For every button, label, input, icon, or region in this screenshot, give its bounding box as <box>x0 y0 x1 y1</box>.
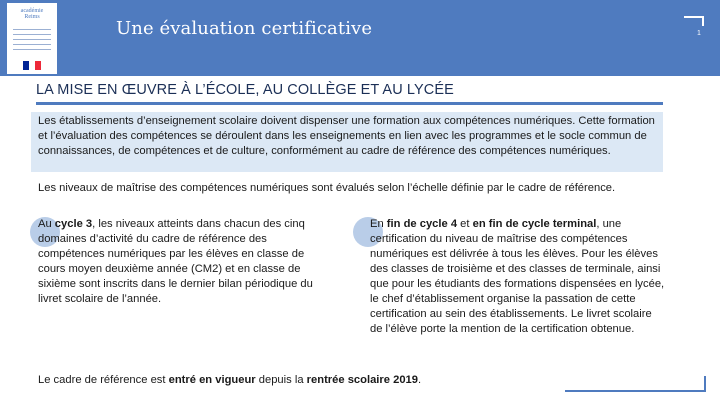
cycle-4-middle: et <box>457 218 473 230</box>
footer-prefix: Le cadre de référence est <box>38 374 169 386</box>
academie-logo <box>7 3 57 74</box>
footer-suffix: . <box>418 374 422 386</box>
cycle-3-bold: cycle 3 <box>54 218 93 230</box>
footer-bold-2: rentrée scolaire 2019 <box>306 374 418 386</box>
cycle-4-prefix: En <box>370 218 387 230</box>
footer-bold-1: entré en vigueur <box>168 374 256 386</box>
levels-paragraph: Les niveaux de maîtrise des compétences numériques sont évalués selon l’échelle définie par le cadre de référence. <box>38 182 616 194</box>
cycle-3-rest: , les niveaux atteints dans chacun des cinq domaines d’activité du cadre de référence des compétences numériques par les élèves en classe de cours moyen deuxième année (CM2) et en classe de sixième sont inscrits dans le dernier bilan périodique du livret scolaire de l’année. <box>38 218 313 305</box>
cycle-terminal-bold: en fin de cycle terminal <box>472 218 597 230</box>
french-flag-icon <box>23 61 41 70</box>
intro-paragraph: Les établissements d’enseignement scolaire doivent dispenser une formation aux compétences numériques. Cette formation et l’évaluation des compétences se déroulent dans les enseignements en lien avec les programmes et le socle commun de connaissances, de compétences et de culture, conformément au cadre de référence des compétences numériques. <box>38 115 655 157</box>
logo-decoration <box>13 29 51 54</box>
cycle-4-paragraph <box>370 217 665 337</box>
flag-stripe-red <box>35 61 41 70</box>
slide-title: Une évaluation certificative <box>116 18 373 39</box>
corner-decoration-top <box>684 16 704 26</box>
bottom-rule <box>565 390 706 392</box>
footer-paragraph <box>38 373 678 388</box>
cycle-4-rest: , une certification du niveau de maîtrise des compétences numériques est délivrée à tous les élèves. Pour les élèves des classes de troisième et des classes de terminale, ainsi que pour les étudiants des formations dispensées en lycée, le chef d’établissement organise la passation de cette certification au sein des établissements. Le livret scolaire de l’élève porte la mention de la certification obtenue. <box>370 218 665 335</box>
corner-decoration-bottom <box>694 376 706 390</box>
logo-line-1: académie <box>20 8 44 14</box>
page-number: 1 <box>697 30 701 37</box>
heading-rule <box>36 102 663 105</box>
cycle-3-prefix: Au <box>38 218 55 230</box>
logo-line-2: Reims <box>24 14 40 20</box>
section-heading: LA MISE EN ŒUVRE À L’ÉCOLE, AU COLLÈGE ET AU LYCÉE <box>36 82 454 98</box>
logo-text <box>11 8 53 20</box>
footer-middle: depuis la <box>255 374 307 386</box>
cycle-4-bold: fin de cycle 4 <box>386 218 458 230</box>
slide-header <box>0 0 720 76</box>
cycle-3-paragraph <box>38 217 333 307</box>
